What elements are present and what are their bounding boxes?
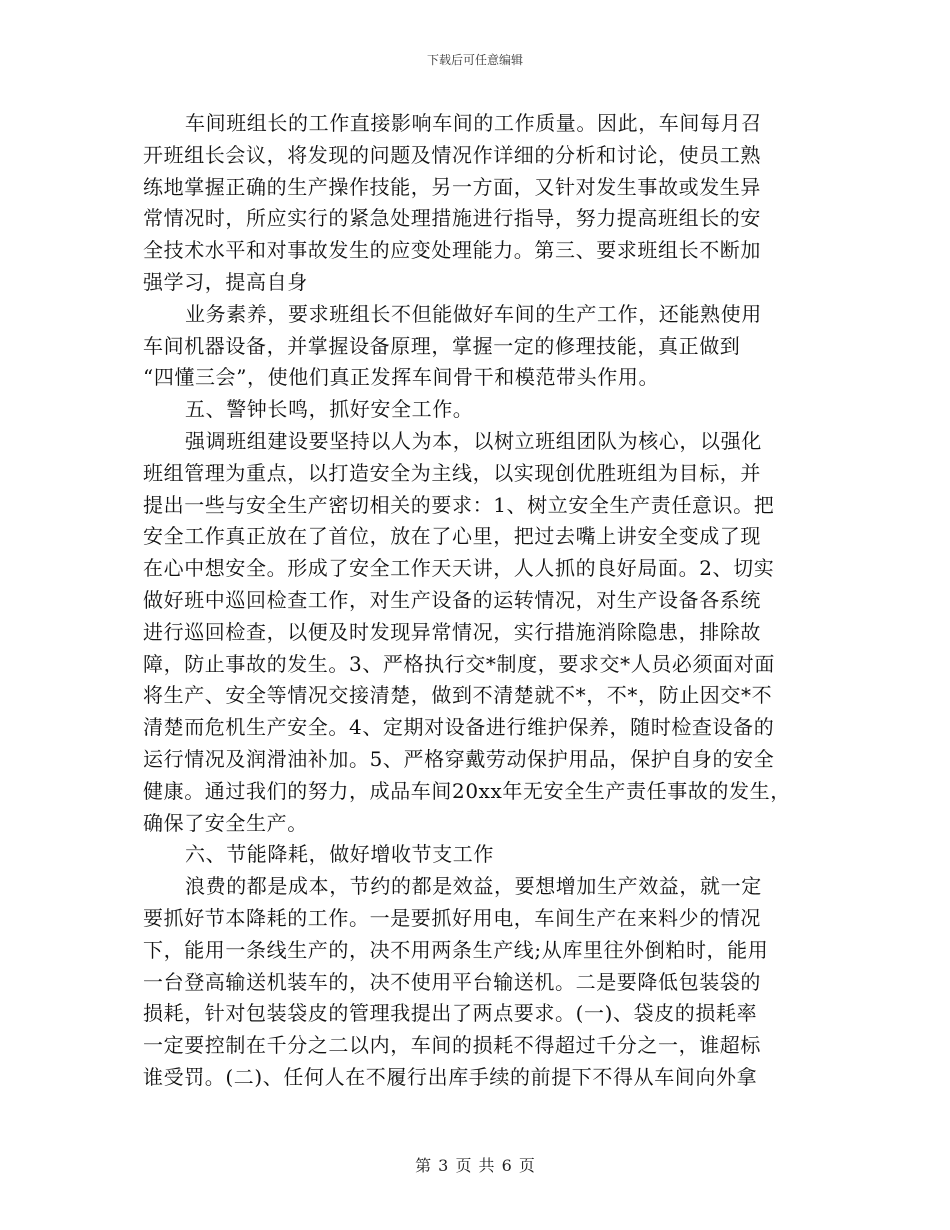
text-line: 全技术水平和对事故发生的应变处理能力。第三、要求班组长不断加 xyxy=(143,238,761,263)
text-line: 班组管理为重点，以打造安全为主线，以实现创优胜班组为目标，并 xyxy=(143,460,761,485)
text-line: 练地掌握正确的生产操作技能，另一方面，又针对发生事故或发生异 xyxy=(143,174,761,199)
text-line: 车间班组长的工作直接影响车间的工作质量。因此，车间每月召 xyxy=(185,111,762,135)
text-line: 车间机器设备，并掌握设备原理，掌握一定的修理技能，真正做到 xyxy=(143,333,741,358)
page-header: 下载后可任意编辑 xyxy=(426,53,523,67)
text-line: 业务素养，要求班组长不但能做好车间的生产工作，还能熟使用 xyxy=(185,301,762,326)
text-line: 下，能用一条线生产的，决不用两条生产线;从库里往外倒粕时，能用 xyxy=(143,937,769,962)
text-line: 开班组长会议，将发现的问题及情况作详细的分析和讨论，使员工熟 xyxy=(143,142,761,167)
text-line: “四懂三会”，使他们真正发挥车间骨干和模范带头作用。 xyxy=(143,365,660,390)
text-line: 一台登高输送机装车的，决不使用平台输送机。二是要降低包装袋的 xyxy=(143,969,761,994)
text-line: 一定要控制在千分之二以内，车间的损耗不得超过千分之一，谁超标 xyxy=(143,1033,761,1058)
document-body xyxy=(143,108,808,1094)
text-line: 浪费的都是成本，节约的都是效益，要想增加生产效益，就一定 xyxy=(185,874,762,899)
text-line: 运行情况及润滑油补加。5、严格穿戴劳动保护用品，保护自身的安全 xyxy=(143,746,775,771)
text-line: 健康。通过我们的努力，成品车间20xx年无安全生产责任事故的发生， xyxy=(143,778,791,803)
text-line: 强调班组建设要坚持以人为本，以树立班组团队为核心，以强化 xyxy=(185,428,762,453)
text-line: 损耗，针对包装袋皮的管理我提出了两点要求。(一)、袋皮的损耗率 xyxy=(143,1001,758,1026)
text-line: 将生产、安全等情况交接清楚，做到不清楚就不*，不*，防止因交*不 xyxy=(143,683,773,708)
text-line: 强学习，提高自身 xyxy=(143,269,308,294)
text-line: 清楚而危机生产安全。4、定期对设备进行维护保养，随时检查设备的 xyxy=(143,715,775,740)
text-line: 提出一些与安全生产密切相关的要求：1、树立安全生产责任意识。把 xyxy=(143,492,775,517)
text-line: 在心中想安全。形成了安全工作天天讲，人人抓的良好局面。2、切实 xyxy=(143,556,775,581)
text-line: 谁受罚。(二)、任何人在不履行出库手续的前提下不得从车间向外拿 xyxy=(143,1064,758,1089)
text-line: 要抓好节本降耗的工作。一是要抓好用电，车间生产在来料少的情况 xyxy=(143,905,761,930)
section-heading: 六、节能降耗，做好增收节支工作 xyxy=(185,842,494,867)
text-line: 做好班中巡回检查工作，对生产设备的运转情况，对生产设备各系统 xyxy=(143,587,761,612)
text-line: 障，防止事故的发生。3、严格执行交*制度，要求交*人员必须面对面 xyxy=(143,651,775,676)
text-line: 常情况时，所应实行的紧急处理措施进行指导，努力提高班组长的安 xyxy=(143,206,761,231)
section-heading: 五、警钟长鸣，抓好安全工作。 xyxy=(185,397,474,422)
page-number: 第 3 页 共 6 页 xyxy=(415,1156,535,1175)
text-line: 进行巡回检查，以便及时发现异常情况，实行措施消除隐患，排除故 xyxy=(143,619,761,644)
text-line: 确保了安全生产。 xyxy=(143,810,308,835)
text-line: 安全工作真正放在了首位，放在了心里，把过去嘴上讲安全变成了现 xyxy=(143,524,761,549)
